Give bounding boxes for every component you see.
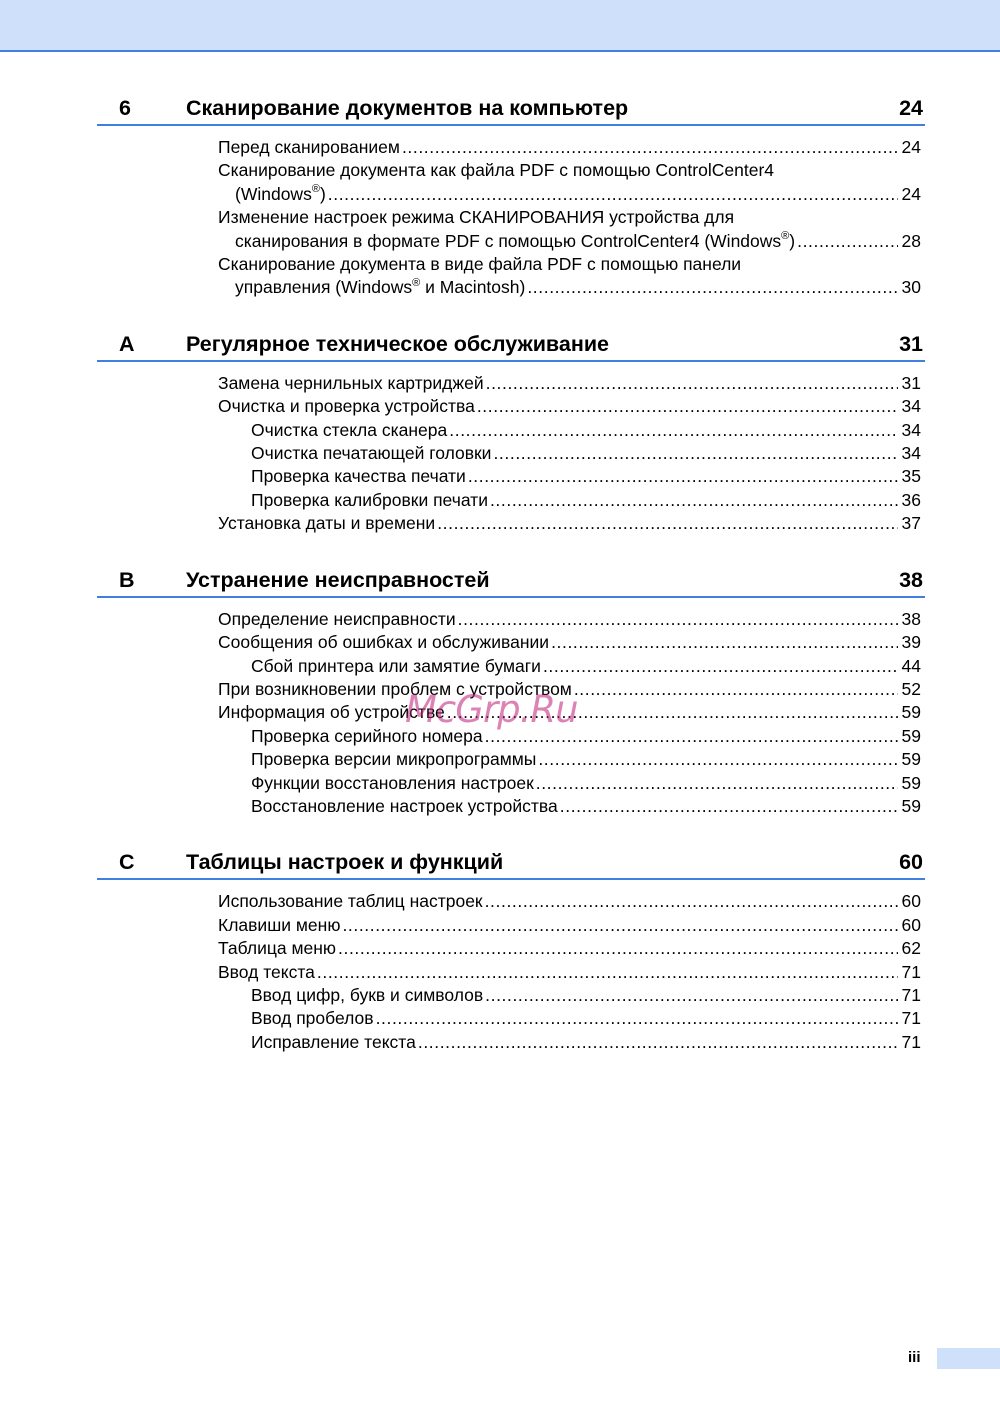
- dot-leader: [797, 230, 897, 253]
- toc-subentry[interactable]: [97, 465, 925, 488]
- toc-subentry[interactable]: [97, 419, 925, 442]
- entry-page: 59: [901, 725, 921, 746]
- entry-label: Ввод пробелов: [251, 1008, 374, 1029]
- toc-subentry[interactable]: [97, 1031, 925, 1054]
- entry-label: Проверка качества печати: [251, 466, 466, 487]
- chapter-page: 60: [899, 850, 923, 875]
- chapter-a: [97, 324, 925, 536]
- dot-leader: [536, 772, 898, 795]
- toc-entry[interactable]: [97, 512, 925, 535]
- entry-label: Проверка серийного номера: [251, 725, 483, 746]
- chapter-page: 24: [899, 96, 923, 120]
- chapter-page: 38: [899, 567, 923, 592]
- entry-page: 59: [901, 772, 921, 793]
- entry-label-line2: управления (Windows® и Macintosh): [235, 276, 526, 298]
- chapter-title: Сканирование документов на компьютер: [186, 96, 629, 120]
- entry-label: Исправление текста: [251, 1031, 416, 1052]
- dot-leader: [477, 395, 898, 418]
- entry-page: 52: [901, 678, 921, 699]
- entry-page: 37: [901, 513, 921, 534]
- toc-entry[interactable]: [97, 937, 925, 960]
- dot-leader: [402, 136, 898, 159]
- entry-page: 36: [901, 489, 921, 510]
- entry-label: Клавиши меню: [218, 914, 341, 935]
- dot-leader: [490, 489, 898, 512]
- dot-leader: [437, 512, 897, 535]
- entry-label: Проверка версии микропрограммы: [251, 749, 537, 770]
- entry-page: 34: [901, 443, 921, 464]
- chapter-title: Таблицы настроек и функций: [186, 850, 504, 875]
- toc-entry[interactable]: [97, 372, 925, 395]
- chapter-number: 6: [119, 96, 131, 120]
- chapter-heading[interactable]: [97, 88, 925, 126]
- entry-page: 38: [901, 608, 921, 629]
- chapter-page: 31: [899, 331, 923, 356]
- chapter-heading[interactable]: [97, 842, 925, 880]
- page-number: iii: [908, 1349, 921, 1366]
- dot-leader: [485, 984, 897, 1007]
- toc-entry[interactable]: [97, 890, 925, 913]
- entry-page: 34: [901, 396, 921, 417]
- entry-label-line2: (Windows®): [235, 182, 326, 204]
- entry-label-line1: Сканирование документа как файла PDF с помощью ControlCenter4: [218, 160, 775, 181]
- toc-subentry[interactable]: [97, 1007, 925, 1030]
- entry-label: Ввод текста: [218, 961, 315, 982]
- chapter-number: A: [119, 331, 135, 356]
- entry-label: Восстановление настроек устройства: [251, 795, 558, 816]
- toc-subentry[interactable]: [97, 748, 925, 771]
- entry-page: 59: [901, 702, 921, 723]
- toc-subentry[interactable]: [97, 772, 925, 795]
- dot-leader: [342, 914, 897, 937]
- toc-entry[interactable]: [97, 136, 925, 159]
- dot-leader: [328, 183, 898, 206]
- chapter-heading[interactable]: [97, 560, 925, 598]
- entry-page: 24: [901, 183, 921, 204]
- entry-page: 60: [901, 891, 921, 912]
- entry-page: 59: [901, 749, 921, 770]
- entry-page: 28: [901, 230, 921, 251]
- entry-label: Очистка и проверка устройства: [218, 396, 475, 417]
- entry-label: Очистка печатающей головки: [251, 443, 492, 464]
- dot-leader: [527, 276, 897, 299]
- dot-leader: [468, 465, 898, 488]
- toc-entry[interactable]: [97, 914, 925, 937]
- entry-label: Замена чернильных картриджей: [218, 372, 484, 393]
- toc-entry[interactable]: [97, 159, 925, 206]
- entry-label: Использование таблиц настроек: [218, 891, 483, 912]
- entry-page: 59: [901, 795, 921, 816]
- chapter-number: B: [119, 567, 135, 592]
- entry-page: 39: [901, 632, 921, 653]
- entry-label-line1: Изменение настроек режима СКАНИРОВАНИЯ устройства для: [218, 207, 735, 228]
- dot-leader: [376, 1007, 898, 1030]
- entry-label: Перед сканированием: [218, 137, 400, 157]
- chapter-6: [97, 88, 925, 300]
- toc-subentry[interactable]: [97, 489, 925, 512]
- dot-leader: [485, 890, 898, 913]
- entry-page: 31: [901, 372, 921, 393]
- footer-tab: [937, 1348, 1000, 1369]
- dot-leader: [574, 678, 898, 701]
- chapter-heading[interactable]: [97, 324, 925, 362]
- entry-page: 71: [901, 1031, 921, 1052]
- table-of-contents: [97, 88, 925, 1078]
- header-band: [0, 0, 1000, 52]
- entry-label: При возникновении проблем с устройством: [218, 678, 572, 699]
- entry-label-line1: Сканирование документа в виде файла PDF с помощью панели: [218, 254, 742, 275]
- entry-label: Проверка калибровки печати: [251, 489, 488, 510]
- toc-subentry[interactable]: [97, 984, 925, 1007]
- entry-label: Определение неисправности: [218, 608, 456, 629]
- entry-label-line2: сканирования в формате PDF с помощью ControlCenter4 (Windows®): [235, 229, 796, 251]
- dot-leader: [449, 419, 897, 442]
- chapter-title: Регулярное техническое обслуживание: [186, 331, 609, 356]
- entry-page: 35: [901, 466, 921, 487]
- watermark: McGrp.Ru: [405, 688, 578, 731]
- dot-leader: [543, 655, 898, 678]
- toc-entry[interactable]: [97, 961, 925, 984]
- chapter-title: Устранение неисправностей: [186, 567, 490, 592]
- entry-label: Установка даты и времени: [218, 513, 436, 534]
- dot-leader: [338, 937, 898, 960]
- toc-entry[interactable]: [97, 206, 925, 253]
- entry-label: Очистка стекла сканера: [251, 419, 448, 440]
- dot-leader: [551, 631, 897, 654]
- toc-entry[interactable]: [97, 631, 925, 654]
- entry-page: 71: [901, 961, 921, 982]
- entry-page: 71: [901, 984, 921, 1005]
- chapter-c: [97, 842, 925, 1054]
- entry-page: 24: [901, 137, 921, 157]
- dot-leader: [538, 748, 897, 771]
- dot-leader: [560, 795, 898, 818]
- dot-leader: [486, 372, 898, 395]
- dot-leader: [418, 1031, 898, 1054]
- entry-page: 60: [901, 914, 921, 935]
- toc-entry[interactable]: [97, 608, 925, 631]
- entry-label: Сообщения об ошибках и обслуживании: [218, 632, 550, 653]
- chapter-number: C: [119, 850, 135, 875]
- toc-subentry[interactable]: [97, 442, 925, 465]
- toc-entry[interactable]: [97, 395, 925, 418]
- entry-label: Информация об устройстве: [218, 702, 445, 723]
- entry-page: 30: [901, 277, 921, 298]
- entry-label: Сбой принтера или замятие бумаги: [251, 655, 541, 676]
- entry-page: 44: [901, 655, 921, 676]
- entry-label: Ввод цифр, букв и символов: [251, 984, 484, 1005]
- dot-leader: [493, 442, 897, 465]
- toc-subentry[interactable]: [97, 795, 925, 818]
- toc-entry[interactable]: [97, 253, 925, 300]
- entry-page: 34: [901, 419, 921, 440]
- dot-leader: [317, 961, 898, 984]
- toc-subentry[interactable]: [97, 655, 925, 678]
- entry-page: 71: [901, 1008, 921, 1029]
- entry-label: Функции восстановления настроек: [251, 772, 534, 793]
- entry-page: 62: [901, 938, 921, 959]
- entry-label: Таблица меню: [218, 938, 337, 959]
- dot-leader: [458, 608, 898, 631]
